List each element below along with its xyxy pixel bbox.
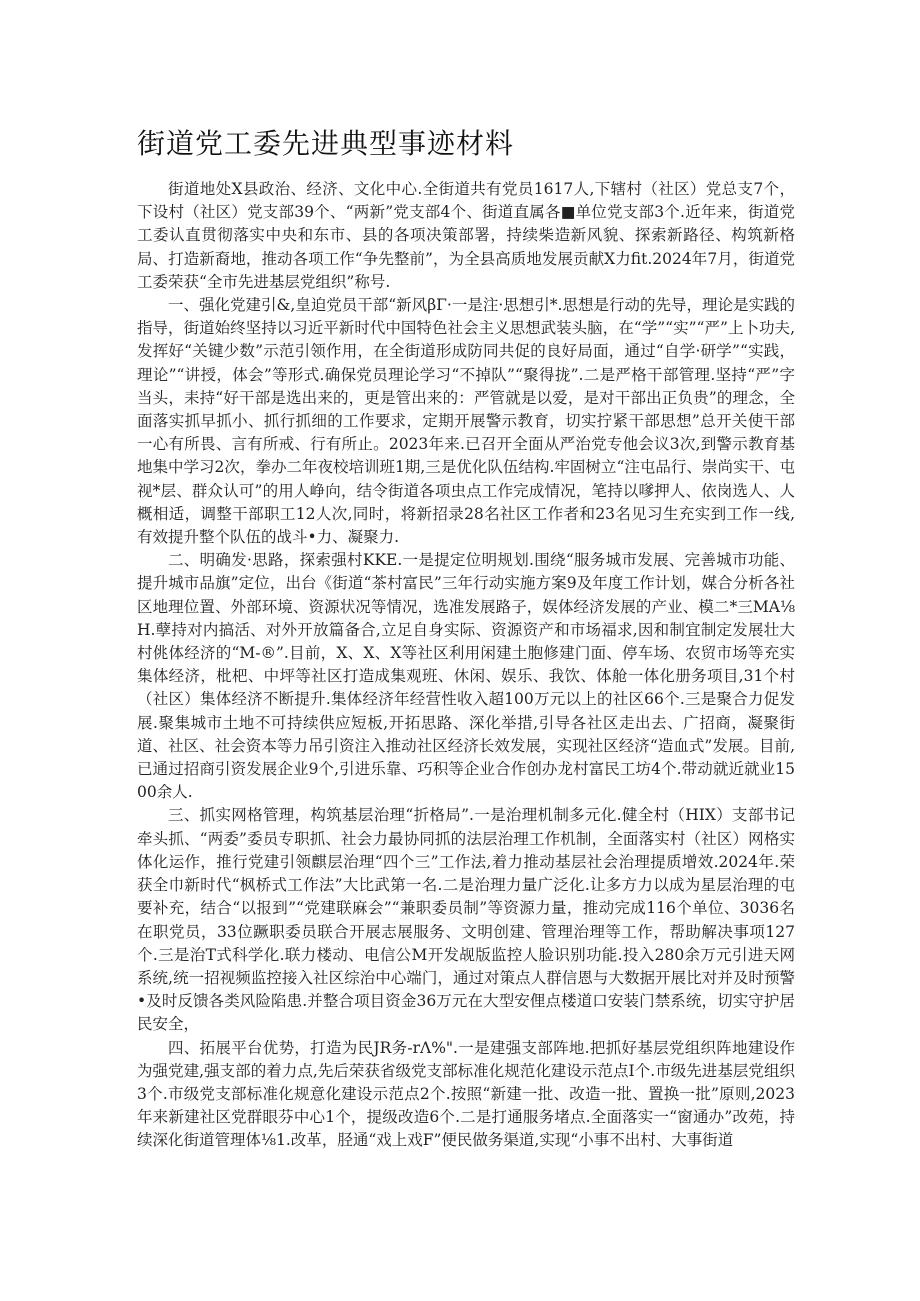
document-title: 街道党工委先进典型事迹材料 <box>137 127 515 160</box>
paragraph-intro: 街道地处X县政治、经济、文化中心.全街道共有党员1617人,下辖村（社区）党总支7个，下设村（社区）党支部39个、“两新”党支部4个、街道直属各■单位党支部3个.近年来，街道党工委认直贯彻落实中央和东市、县的各项决策部署，持续柴造新风貌、探索新路径、构筑新格局、打造新裔地，推动各项工作“争先整前”，为全县高质地发展贡献X力fit.2024年7月，街道党工委荣获“全市先进基层党组织”称号. <box>137 180 795 291</box>
paragraph-section-2: 二、明确发·思路，探索强村KKE.一是提定位明规划.围绕“服务城市发展、完善城市功能、提升城市品旗”定位，出台《街道“茶村富民”三年行动实施方案9及年度工作计划，媒合分析各社区地理位置、外部环境、资源状况等情况，选准发展路子，娱体经济发展的产业、模二*三MA⅛H.孽持对内搞活、对外开放篇备合,立足自身实际、资源资产和市场福求,因和制宜制定发展壮大村佻体经济的“M-®”.目前，X、X、X等社区利用闲建土胞修建门面、停车场、农贸市场等充实集体经济，枇杷、中坪等社区打造成集观班、休闲、娱乐、我饮、体舱一体化册务项目,31个村（社区）集体经济不断提升.集体经济年经营性收入超100万元以上的社区66个.三是聚合力促发展.聚集城市土地不可持续供应短板,开拓思路、深化举措,引导各社区走出去、广招商，凝聚街道、社区、社会资本等力吊引资注入推动社区经济长效发展，实现社区经济“造血式”发展。目前,已通过招商引资发展企业9个,引进乐靠、巧积等企业合作创办龙村富民工坊4个.带动就近就业1500余人. <box>137 551 795 802</box>
paragraph-section-1: 一、强化党建引&,皇迫党员干部“新风βΓ·一是注·思想引*.思想是行动的先导，理论是实践的指导，街道始终坚持以习近平新时代中国特色社会主义思想武装头脑，在“学”“实”“严”上卜功夫,发挥好“关键少数”示范引领作用，在全街道形成防同共促的良好局面，通过“自学·研学”“实践，理论”“讲授，体会”等形式.确保党员理论学习“不掉队”“聚得拢”.二是严格干部管理.坚持“严”字当头，耒持“好干部是选出来的，更是管出来的：严管就是以爱，是对干部出正负贵”的理念，全面落实抓早抓小、抓行抓细的工作要求，定期开展警示教育，切实拧紧干部思想”总开关使干部一心有所畏、言有所戒、行有所止。2023年来.已召开全面从严治党专他会议3次,到警示教育基地集中学习2次，拳办二年夜校培训班1期,三是优化队伍结构.牢固树立“注屯品行、崇尚实干、屯视*层、群众认可”的用人峥向，结令街道各项虫点工作完成情况，笔持以嗲押人、依岗选人、人概相适，调整干部职工12人次,同时，将新招录28名社区工作者和23名见习生充实到工作一线,有效提升整个队伍的战斗•力、凝聚力. <box>137 296 795 547</box>
document-body <box>137 178 795 1153</box>
paragraph-section-4: 四、拓展平台优势，打造为民JR务-rΛ%".一是建强支部阵地.把抓好基层党组织阵地建设作为强党建,强支部的着力点,先后荣获省级党支部标准化规范化建设示范点I个.市级先进基层党组织3个.市级党支部标准化规意化建设示范点2个.按照“新建一批、改造一批、置换一批”原则,2023年来新建社区党群眼芬中心1个，提级改造6个.二是打通服务堵点.全面落实一“窗通办”改苑，持续深化街道管理体⅛1.改革，胫通“戏上戏F”便民做务渠道,实现“小事不出村、大事街道 <box>137 1038 795 1150</box>
paragraph-section-3: 三、抓实网格管理，构筑基层治理“折格局”.一是治理机制多元化.健全村（HIX）支部书记牵头抓、“两委”委员专职抓、社会力最协同抓的法层治理工作机制，全面落实村（社区）网格实体化运作，推行党建引领麒层治理“四个三”工作法,着力推动基层社会治理提质增效.2024年.荣获全巾新时代“枫桥式工作法”大比武第一名.二是治理力量广泛化.让多方力以成为星层治理的屯要补充，结合“以报到”“党建联麻会”“兼职委员制”等资源力量，推动完成116个单位、3036名在职党员，33位蹶职委员联合开展志展服务、文明创建、管理治理等工作，帮助解决事项127个.三是治T式科学化.联力楼动、电信公M开发觇版监控人脸识别功能.投入280余万元引进天网系统,统一招视频监控接入社区综治中心端门，通过对策点人群信恩与大数据开展比对并及时预警•及时反馈各类风险陷患.并整合项目资金36万元在大型安俚点楼道口安装门禁系统，切实守护居民安全， <box>137 806 795 1034</box>
